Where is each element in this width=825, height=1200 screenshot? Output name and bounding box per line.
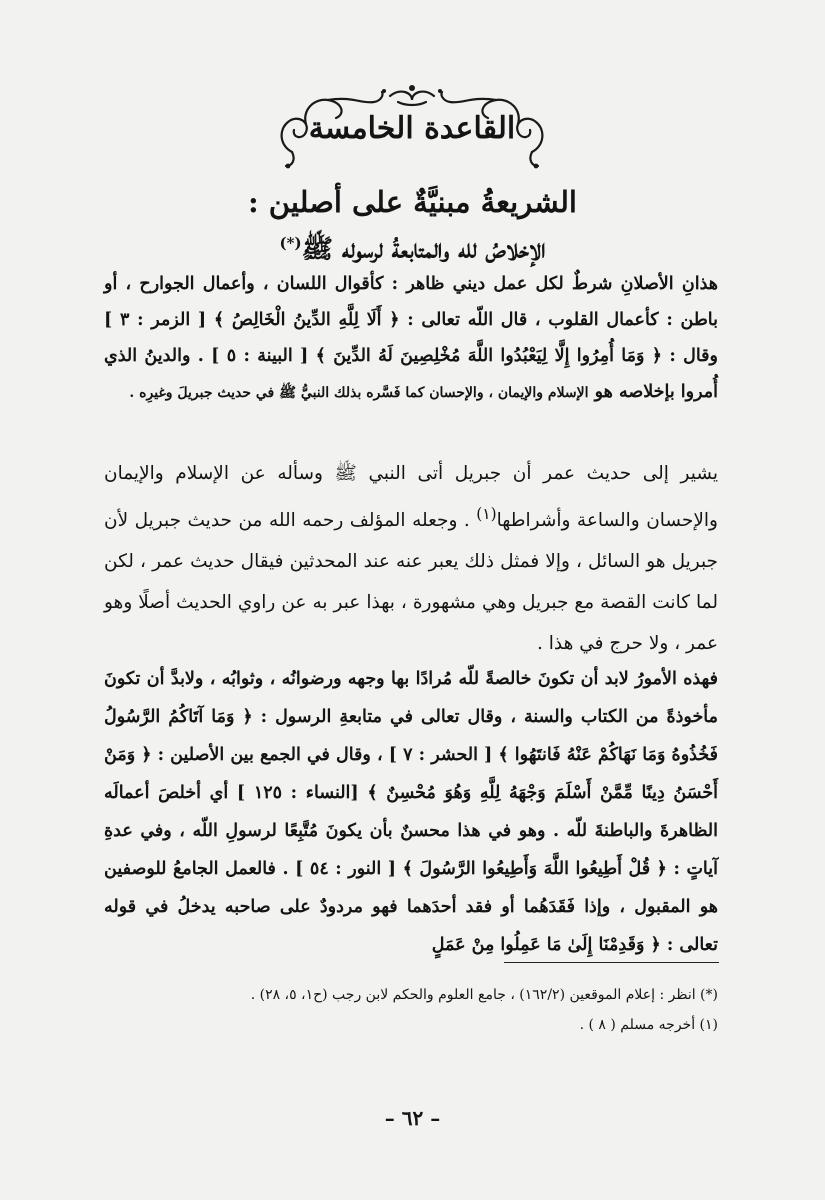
paragraph2-text-after-note: . وجعله المؤلف رحمه الله من حديث جبريل لأن جبريل هو السائل ، وإلا فمثل ذلك يعبر عنه عند المحدثين فيقال حديث عمر ، لكن لما كانت القصة مع جبريل وهي مشهورة ، بهذا عبر به عن راوي الحديث أصلًا وهو عمر ، ولا حرج في هذا . (104, 510, 718, 655)
footnote-2: (١) أخرجه مسلم ( ٨ ) . (579, 1017, 718, 1033)
section-heading-line2 (90, 222, 735, 271)
footnote-1: (*) انظر : إعلام الموقعين (١٦٢/٢) ، جامع العلوم والحكم لابن رجب (ح١، ٥، ٢٨) . (250, 987, 718, 1003)
paragraph2-text-before-note: يشير إلى حديث عمر أن جبريل أتى النبي ﷺ وسأله عن الإسلام والإيمان والإحسان والساعة وأشراطها (104, 463, 718, 532)
footnote-divider (504, 962, 719, 963)
heading-footnote-marker: (*) (279, 234, 302, 252)
paragraph-commentary (104, 453, 718, 664)
paragraph-explanation: فهذه الأمورُ لابد أن تكونَ خالصةً للّه مُرادًا بها وجهه ورضوانُه ، وثوابُه ، ولابدَّ أن تكونَ مأخوذةً من الكتاب والسنة ، وقال تعالى في متابعةِ الرسول : ﴿ وَمَا آتَاكُمُ الرَّسُولُ فَخُذُوهُ وَمَا نَهَاكُمْ عَنْهُ فَانتَهُوا ﴾ [ الحشر : ٧ ] ، وقال في الجمع بين الأصلين : ﴿ وَمَنْ أَحْسَنُ دِينًا مِّمَّنْ أَسْلَمَ وَجْهَهُ لِلَّهِ وَهُوَ مُحْسِنٌ ﴾ [النساء : ١٢٥ ] أي أخلصَ أعمالَه الظاهرةَ والباطنةَ للّه . وهو في هذا محسنٌ بأن يكونَ مُتَّبِعًا لرسولِ اللّه ، وفي عدةِ آياتٍ : ﴿ قُلْ أَطِيعُوا اللَّهَ وَأَطِيعُوا الرَّسُولَ ﴾ [ النور : ٥٤ ] . فالعمل الجامعُ للوصفين هو المقبول ، وإذا فَقَدَهُما أو فقد أحدَهما فهو مردودٌ على صاحبه يدخلُ في قوله تعالى : ﴿ وَقَدِمْنَا إِلَىٰ مَا عَمِلُوا مِنْ عَمَلٍ (104, 669, 718, 955)
rule-title: القاعدة الخامسة (308, 111, 516, 146)
paragraph1-tail: الإسلام والإيمان ، والإحسان كما فَسَّره بذلك النبيُّ ﷺ في حديث جبريلَ وغيرِه . (129, 385, 589, 401)
page-number: – ٦٢ – (384, 1106, 441, 1130)
heading-line2-text: الإخلاصُ لله والمتابعةُ لرسوله ﷺ (301, 234, 546, 265)
footnote-ref: (١) (476, 505, 497, 523)
section-heading-line1: الشريعةُ مبنيَّةٌ على أصلين : (248, 185, 577, 219)
paragraph-main-rule (104, 266, 718, 411)
paragraph1-text: هذانِ الأصلانِ شرطٌ لكل عمل ديني ظاهر : كأقوال اللسان ، وأعمال الجوارح ، أو باطن : كأعمال القلوب ، قال اللّه تعالى : ﴿ أَلَا لِلَّهِ الدِّينُ الْخَالِصُ ﴾ [ الزمر : ٣ ] وقال : ﴿ وَمَا أُمِرُوا إِلَّا لِيَعْبُدُوا اللَّهَ مُخْلِصِينَ لَهُ الدِّينَ ﴾ [ البينة : ٥ ] . والدينُ الذي أُمروا بإخلاصه هو (104, 274, 718, 402)
